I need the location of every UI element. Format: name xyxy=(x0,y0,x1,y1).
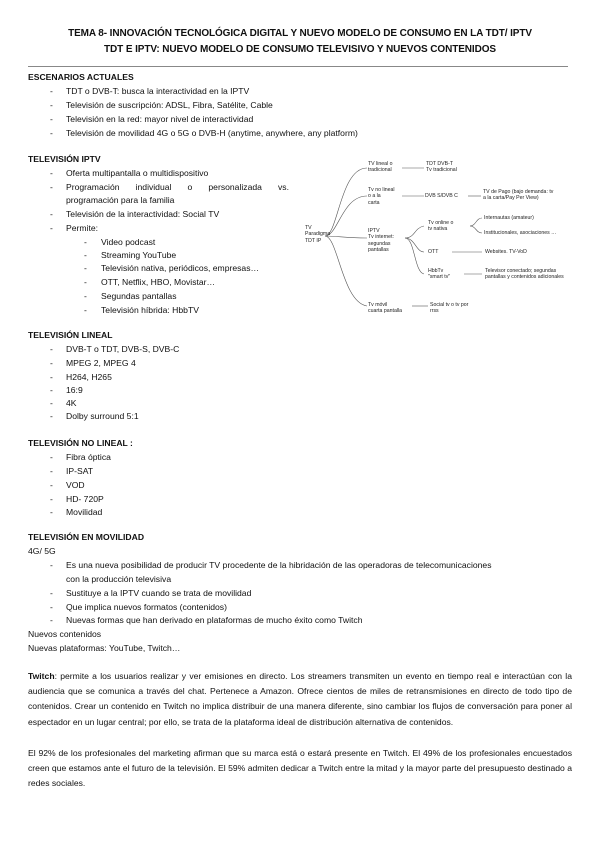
section-heading-movilidad: TELEVISIÓN EN MOVILIDAD xyxy=(28,532,145,542)
sub-list-item: OTT, Netflix, HBO, Movistar… xyxy=(101,277,216,287)
list-item: Que implica nuevos formatos (contenidos) xyxy=(66,602,227,612)
diagram-node-root: TV Paradigma TDT IP xyxy=(305,225,331,244)
list-item: MPEG 2, MPEG 4 xyxy=(66,358,136,368)
bullet-dash: - xyxy=(50,507,53,517)
list-item: Fibra óptica xyxy=(66,452,111,462)
bullet-dash: - xyxy=(84,250,87,260)
diagram-node-televisor: Televisor conectado; segundas pantallas y contenidos adicionales xyxy=(485,268,564,281)
list-item: Sustituye a la IPTV cuando se trata de movilidad xyxy=(66,588,252,598)
bullet-dash: - xyxy=(50,588,53,598)
list-item: Televisión de movilidad 4G o 5G o DVB-H (anytime, anywhere, any platform) xyxy=(66,128,358,138)
bullet-dash: - xyxy=(84,291,87,301)
diagram-node-pago: TV de Pago (bajo demanda: tv a la carta/Pay Per View) xyxy=(483,189,554,202)
sub-list-item: Video podcast xyxy=(101,237,156,247)
bullet-dash: - xyxy=(84,277,87,287)
list-item: Permite: xyxy=(66,223,98,233)
diagram-node-institucionales: Institucionales, asociaciones … xyxy=(484,230,557,236)
bullet-dash: - xyxy=(50,100,53,110)
list-item: Dolby surround 5:1 xyxy=(66,411,139,421)
page-subtitle: TDT E IPTV: NUEVO MODELO DE CONSUMO TELEVISIVO Y NUEVOS CONTENIDOS xyxy=(104,44,496,55)
bullet-dash: - xyxy=(50,372,53,382)
nuevas-plataformas: Nuevas plataformas: YouTube, Twitch… xyxy=(28,643,181,653)
sub-list-item: Segundas pantallas xyxy=(101,291,177,301)
list-item: Es una nueva posibilidad de producir TV procedente de la hibridación de las operadoras de telecomunicaciones xyxy=(66,560,492,570)
diagram-node-tdt: TDT DVB-T Tv tradicional xyxy=(426,161,457,174)
twitch-text: : permite a los usuarios realizar y ver emisiones en directo. Los streamers transmiten un evento en tiempo real e interactúan con la audiencia que se comunica a través del chat. Pertenece a Amazon. Ofrece cientos de miles de retransmisiones en directo de todo tipo de contenidos. Crear un contenido en Twitch no implica distribuir de una manera diferente, sino cambiar los flujos de conversación para poner al espectador en un lugar central; por ello, se trata de la plataforma ideal de distribución alternativa de contenidos. xyxy=(28,671,572,727)
list-item: Televisión de suscripción: ADSL, Fibra, Satélite, Cable xyxy=(66,100,273,110)
list-item: Nuevas formas que han derivado en plataformas de mucho éxito como Twitch xyxy=(66,615,363,625)
list-item: HD- 720P xyxy=(66,494,104,504)
bullet-dash: - xyxy=(50,602,53,612)
list-item: DVB-T o TDT, DVB-S, DVB-C xyxy=(66,344,180,354)
diagram-node-socialtv: Social tv o tv por rrss xyxy=(430,302,469,315)
stats-paragraph: El 92% de los profesionales del marketing afirman que su marca está o estará presente en Twitch. El 49% de los profesionales encuestados creen que estamos ante el futuro de la televisión. El 59% admiten dedicar a Twitch entre la mitad y la mayor parte del presupuesto destinado a redes sociales. xyxy=(28,748,572,789)
list-item: IP-SAT xyxy=(66,466,94,476)
section-heading-lineal: TELEVISIÓN LINEAL xyxy=(28,330,113,340)
bullet-dash: - xyxy=(50,494,53,504)
diagram-node-lineal: TV lineal o tradicional xyxy=(368,161,393,174)
bullet-dash: - xyxy=(50,452,53,462)
twitch-paragraph xyxy=(28,669,572,730)
bullet-dash: - xyxy=(50,398,53,408)
bullet-dash: - xyxy=(50,466,53,476)
sub-list-item: Televisión híbrida: HbbTV xyxy=(101,305,199,315)
section-heading-nolineal: TELEVISIÓN NO LINEAL : xyxy=(28,438,133,448)
list-item: Oferta multipantalla o multidispositivo xyxy=(66,168,209,178)
list-item: Televisión de la interactividad: Social TV xyxy=(66,209,220,219)
diagram-node-ott: OTT xyxy=(428,249,439,255)
diagram-node-dvbs: DVB S/DVB C xyxy=(425,193,458,199)
list-item: 16:9 xyxy=(66,385,83,395)
list-item-continuation: con la producción televisiva xyxy=(66,574,172,584)
bullet-dash: - xyxy=(50,223,53,233)
diagram-node-hbbtv: HbbTv "smart tv" xyxy=(428,268,451,281)
diagram-node-online: Tv online o tv nativa xyxy=(428,220,454,233)
list-item: TDT o DVB-T: busca la interactividad en la IPTV xyxy=(66,86,250,96)
list-item: 4K xyxy=(66,398,77,408)
list-item: Programación individual o personalizada vs. xyxy=(66,182,289,192)
list-item: Televisión en la red: mayor nivel de interactividad xyxy=(66,114,254,124)
list-item: VOD xyxy=(66,480,85,490)
section-heading-iptv: TELEVISIÓN IPTV xyxy=(28,154,101,164)
diagram-node-nolineal: Tv no lineal o a la carta xyxy=(368,187,395,206)
diagram-node-iptv: IPTV Tv internet: segundas pantallas xyxy=(368,228,394,254)
sub-list-item: Televisión nativa, periódicos, empresas… xyxy=(101,263,260,273)
section-heading-escenarios: ESCENARIOS ACTUALES xyxy=(28,72,134,82)
twitch-label: Twitch xyxy=(28,671,55,681)
bullet-dash: - xyxy=(50,411,53,421)
bullet-dash: - xyxy=(50,385,53,395)
diagram-node-movil: Tv móvil cuarta pantalla xyxy=(368,302,403,315)
sub-list-item: Streaming YouTube xyxy=(101,250,177,260)
diagram-node-websites: Websites. TV-VoD xyxy=(485,249,527,255)
list-item: Movilidad xyxy=(66,507,103,517)
diagram-node-internautas: Internautas (amateur) xyxy=(484,215,534,221)
bullet-dash: - xyxy=(84,305,87,315)
bullet-dash: - xyxy=(50,86,53,96)
page-title: TEMA 8- INNOVACIÓN TECNOLÓGICA DIGITAL Y NUEVO MODELO DE CONSUMO EN LA TDT/ IPTV xyxy=(68,28,532,39)
bullet-dash: - xyxy=(50,358,53,368)
bullet-dash: - xyxy=(50,560,53,570)
bullet-dash: - xyxy=(50,615,53,625)
movilidad-subtitle: 4G/ 5G xyxy=(28,546,56,556)
bullet-dash: - xyxy=(50,209,53,219)
nuevos-contenidos: Nuevos contenidos xyxy=(28,629,102,639)
bullet-dash: - xyxy=(50,480,53,490)
bullet-dash: - xyxy=(84,237,87,247)
bullet-dash: - xyxy=(50,168,53,178)
bullet-dash: - xyxy=(50,344,53,354)
bullet-dash: - xyxy=(84,263,87,273)
bullet-dash: - xyxy=(50,128,53,138)
bullet-dash: - xyxy=(50,114,53,124)
list-item: H264, H265 xyxy=(66,372,112,382)
list-item-continuation: programación para la familia xyxy=(66,195,175,205)
bullet-dash: - xyxy=(50,182,53,192)
